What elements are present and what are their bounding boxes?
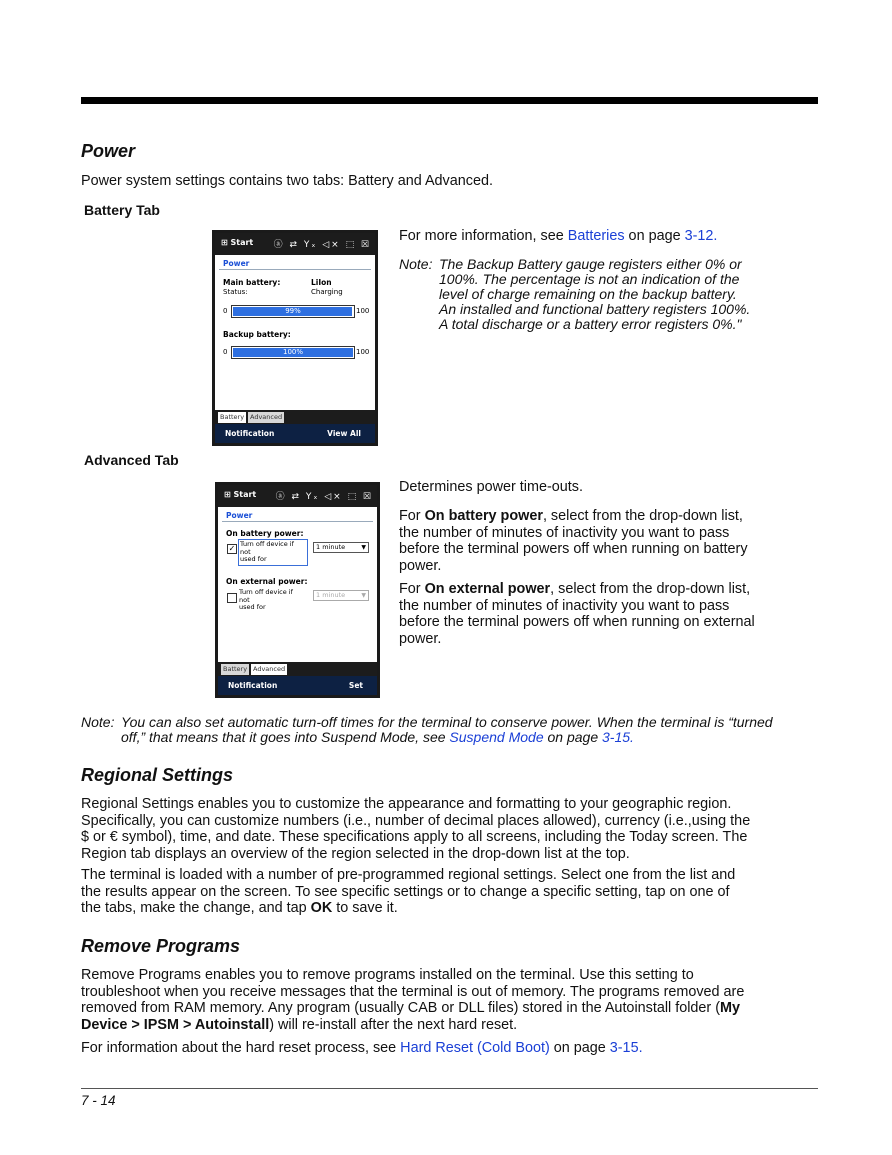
note-label: Note: (81, 714, 115, 730)
note-label: Note: (399, 256, 433, 272)
status-icons: ⓐ ⇄ Yₓ ◁× ⬚ ☒ (273, 240, 371, 250)
battery-timeout-select[interactable]: 1 minute ▼ (313, 542, 369, 553)
top-rule (81, 97, 818, 104)
status-icons: ⓐ ⇄ Yₓ ◁× ⬚ ☒ (275, 492, 373, 502)
start-button[interactable]: ⊞ Start (224, 490, 257, 499)
backup-battery-percent: 100% (282, 348, 303, 356)
main-max-label: 100 (356, 307, 370, 315)
screen-title: Power (223, 259, 250, 268)
batteries-page-link[interactable]: 3-12. (684, 228, 718, 244)
screen-title: Power (226, 511, 253, 520)
chevron-down-icon: ▼ (361, 592, 366, 599)
advanced-tab-screenshot (215, 482, 380, 698)
remove-paragraph-1: Remove Programs enables you to remove programs installed on the terminal. Use this setting to troubleshoot when you receive messages that the terminal is out of memory. The programs removed are removed from RAM memory. Any program (usually CAB or DLL files) stored in the Autoinstall folder (My Device > IPSM > Autoinstall) will re-install after the next hard reset. (81, 967, 745, 1033)
battery-tab-screenshot (212, 230, 378, 446)
advanced-battery-paragraph: For On battery power, select from the drop-down list, the number of minutes of inactivity you want to pass before the terminal powers off when running on battery power. (399, 508, 748, 574)
battery-power-group: On battery power: (226, 529, 304, 538)
battery-note: Note: The Backup Battery gauge registers either 0% or 100%. The percentage is not an indication of the level of charge remaining on the backup battery. An installed and functional battery registers 100%. A total discharge or a battery error registers 0%." (399, 256, 751, 332)
tab-battery[interactable]: Battery (223, 665, 248, 673)
backup-min-label: 0 (223, 348, 228, 356)
main-battery-percent: 99% (285, 307, 301, 315)
suspend-mode-page-link[interactable]: 3-15. (602, 729, 634, 745)
advanced-intro: Determines power time-outs. (399, 479, 583, 495)
status-value: Charging (311, 288, 343, 296)
start-button[interactable]: ⊞ Start (221, 238, 254, 247)
tab-advanced[interactable]: Advanced (253, 665, 286, 673)
regional-paragraph-2: The terminal is loaded with a number of pre-programmed regional settings. Select one from the list and the results appear on the screen. To see specific settings or to change a specific setting, tap on one of the tabs, make the change, and tap OK to save it. (81, 867, 736, 916)
title-divider (222, 521, 373, 522)
device-title-bar (215, 233, 375, 255)
external-timeout-label: Turn off device if not used for (239, 588, 293, 611)
notification-softkey[interactable]: Notification (225, 429, 275, 438)
notification-softkey[interactable]: Notification (228, 681, 278, 690)
battery-timeout-label: Turn off device if not used for (238, 539, 308, 566)
external-timeout-select[interactable]: 1 minute ▼ (313, 590, 369, 601)
set-softkey[interactable]: Set (348, 681, 363, 690)
tab-advanced[interactable]: Advanced (250, 413, 283, 421)
main-battery-type: LiIon (311, 278, 332, 287)
main-battery-label: Main battery: (223, 278, 281, 287)
regional-heading: Regional Settings (81, 765, 234, 785)
title-divider (219, 269, 371, 270)
device-tab-strip (218, 662, 377, 676)
remove-programs-heading: Remove Programs (81, 936, 241, 956)
main-battery-gauge (231, 305, 355, 318)
external-timeout-checkbox[interactable] (227, 593, 237, 603)
status-label: Status: (223, 288, 248, 296)
main-min-label: 0 (223, 307, 228, 315)
page-number: 7 - 14 (81, 1093, 116, 1108)
suspend-mode-link[interactable]: Suspend Mode (449, 729, 544, 745)
advanced-external-paragraph: For On external power, select from the drop-down list, the number of minutes of inactivity you want to pass before the terminal powers off when running on external power. (399, 581, 755, 647)
hard-reset-link[interactable]: Hard Reset (Cold Boot) (400, 1040, 550, 1056)
regional-paragraph-1: Regional Settings enables you to customize the appearance and formatting to your geographic region. Specifically, you can customize numbers (i.e., number of decimal places allowed), currency (i.e.,using the $ or € symbol), time, and date. These specifications apply to all screens, including the Today screen. The Region tab displays an overview of the region selected in the drop-down list at the top. (81, 796, 751, 862)
batteries-link[interactable]: Batteries (567, 228, 625, 244)
device-tab-strip (215, 410, 375, 424)
remove-paragraph-2: For information about the hard reset process, see Hard Reset (Cold Boot) on page 3-15. (81, 1040, 643, 1056)
power-heading: Power (81, 141, 136, 161)
backup-battery-label: Backup battery: (223, 330, 291, 339)
tab-battery[interactable]: Battery (220, 413, 245, 421)
backup-max-label: 100 (356, 348, 370, 356)
soft-key-bar (218, 676, 377, 695)
soft-key-bar (215, 424, 375, 443)
chevron-down-icon: ▼ (361, 544, 366, 551)
bottom-rule (81, 1088, 818, 1089)
battery-info: For more information, see Batteries on page 3-12. (399, 228, 718, 244)
view-all-softkey[interactable]: View All (327, 429, 361, 438)
advanced-tab-label: Advanced Tab (84, 452, 179, 468)
external-power-group: On external power: (226, 577, 308, 586)
backup-battery-gauge (231, 346, 355, 359)
battery-timeout-checkbox[interactable]: ✓ (228, 544, 236, 553)
hard-reset-page-link[interactable]: 3-15. (609, 1040, 643, 1056)
power-intro: Power system settings contains two tabs: Battery and Advanced. (81, 173, 493, 189)
device-title-bar (218, 485, 377, 507)
battery-tab-label: Battery Tab (84, 202, 160, 218)
power-note: Note: You can also set automatic turn-off times for the terminal to conserve power. When the terminal is “turned off,” that means that it goes into Suspend Mode, see Suspend Mode on page 3-15. (81, 714, 773, 745)
